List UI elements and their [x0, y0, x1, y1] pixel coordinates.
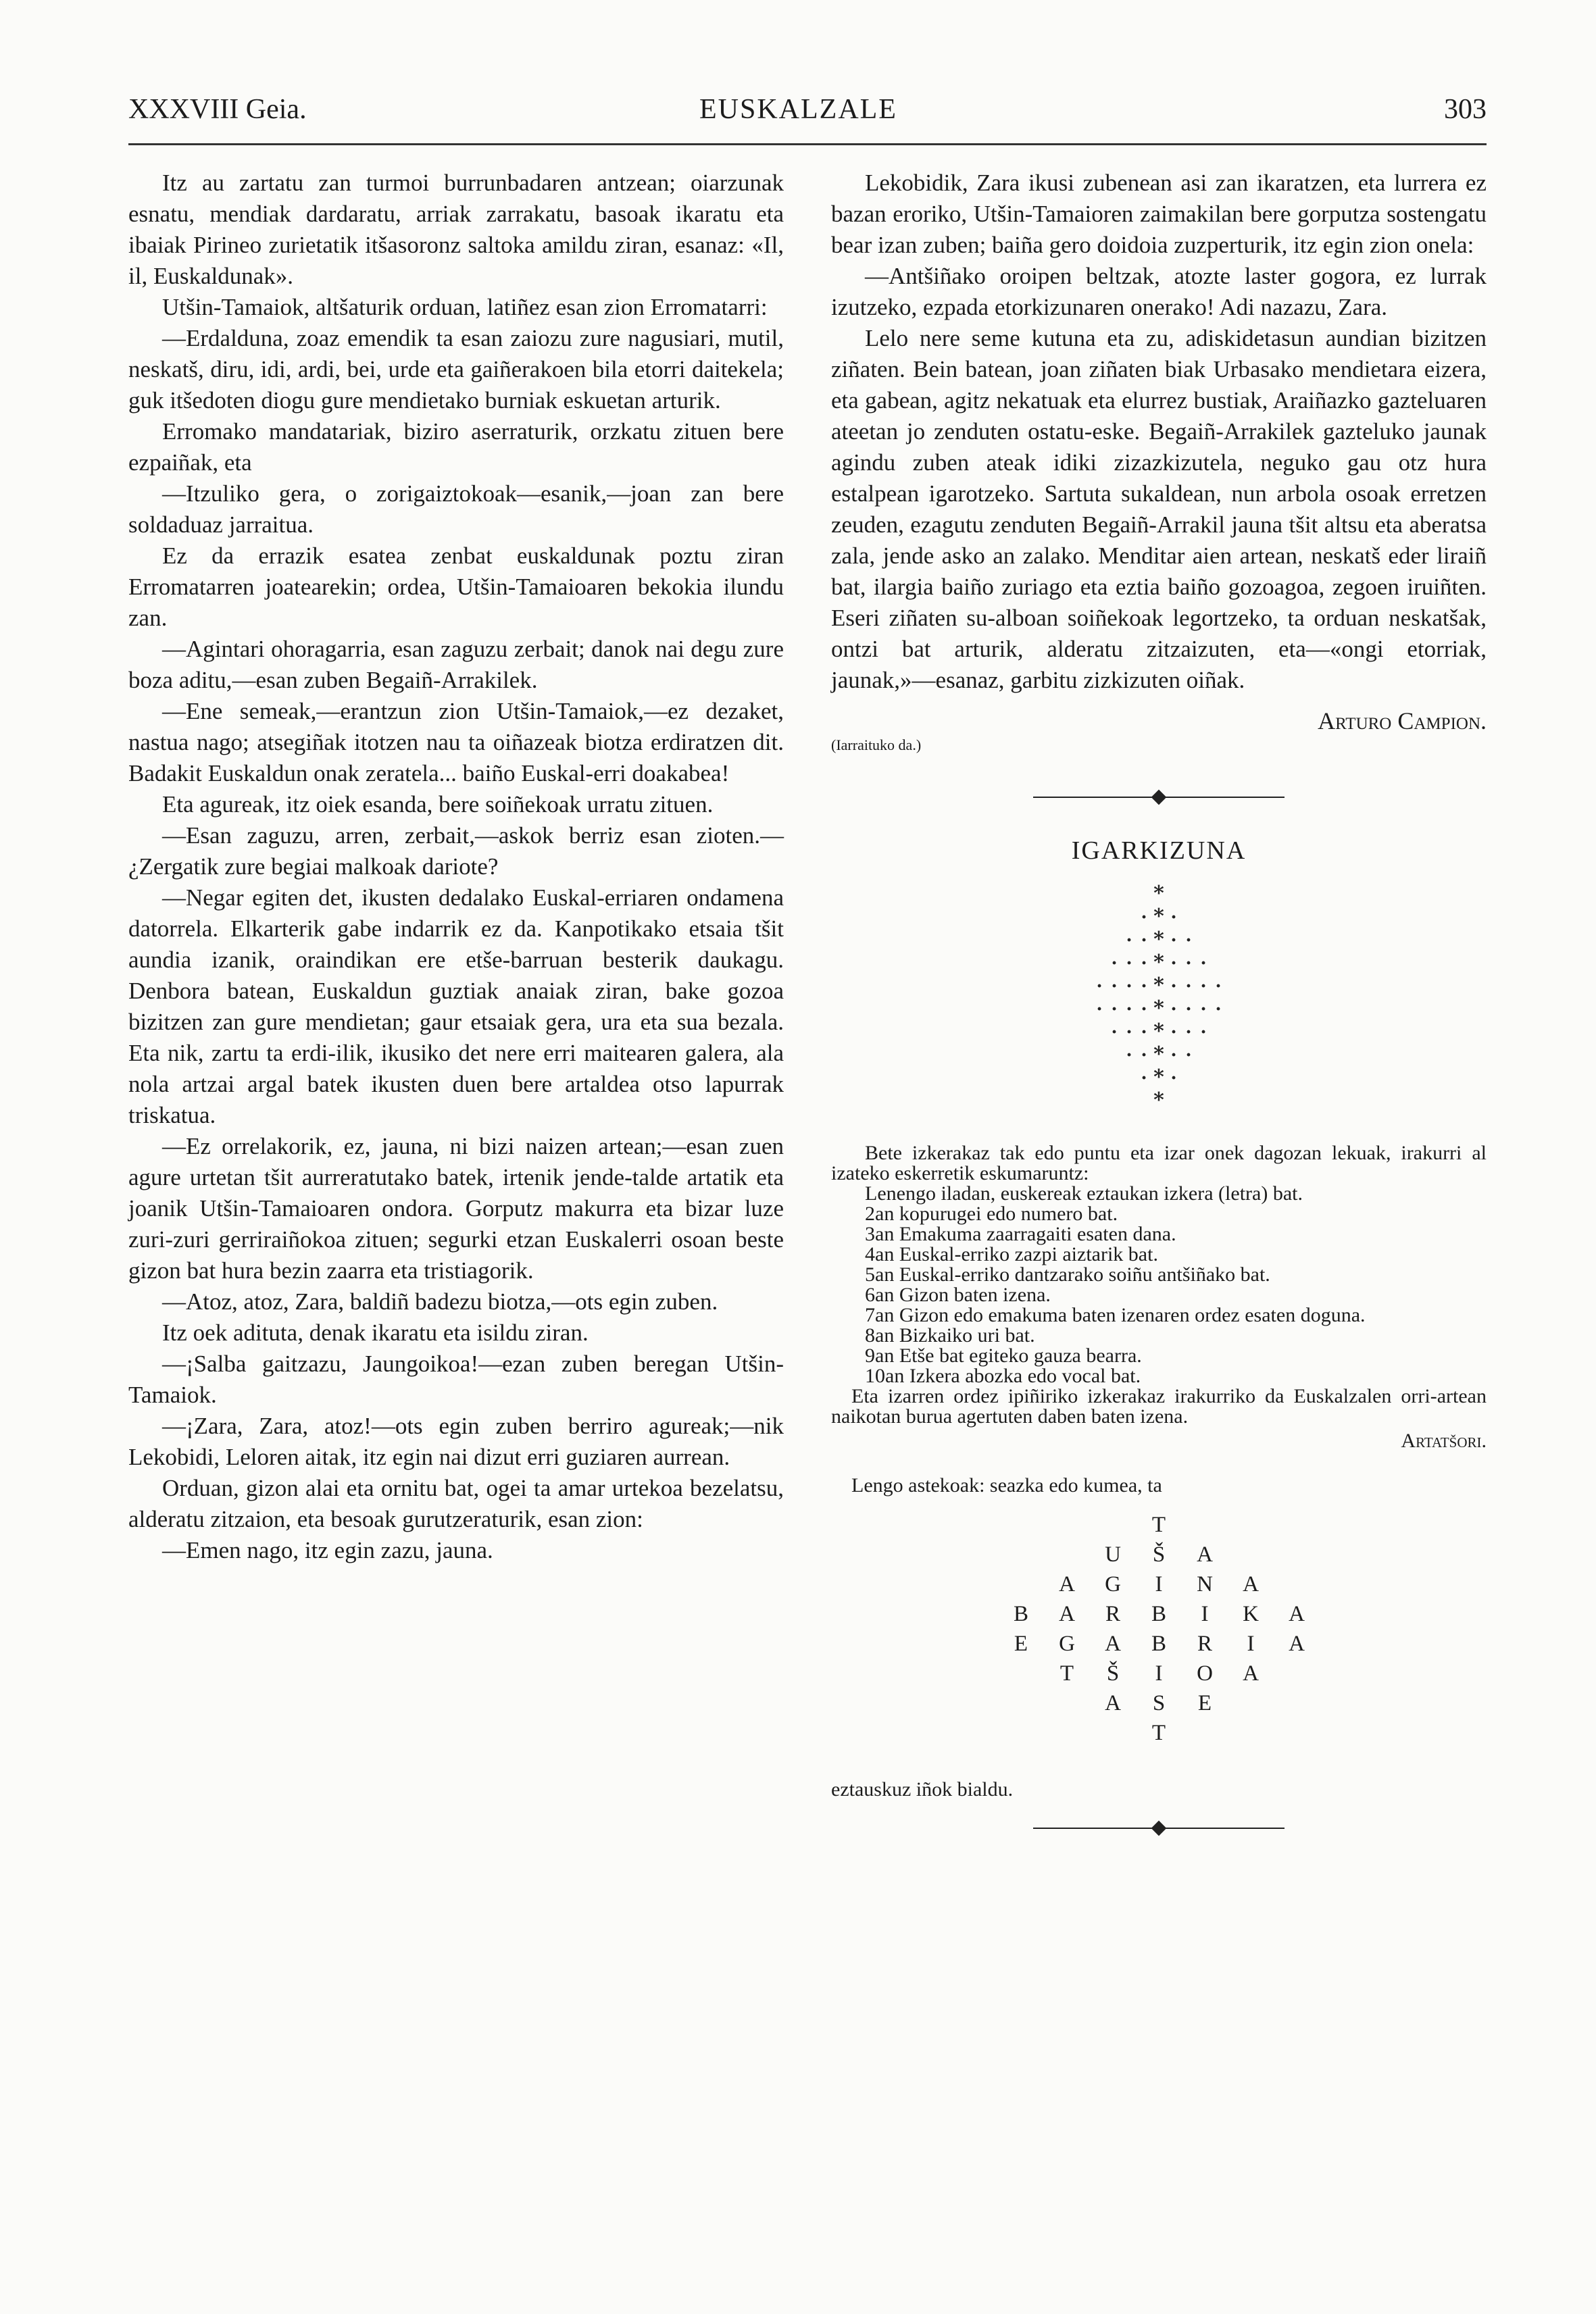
star-mark: *	[1153, 882, 1164, 905]
page-header	[128, 93, 1487, 141]
answer-letter: B	[1151, 1602, 1166, 1626]
dot-mark: ·	[1111, 953, 1118, 974]
answer-letter: R	[1105, 1602, 1120, 1626]
left-column	[128, 168, 784, 1566]
dot-mark: ·	[1170, 1068, 1177, 1088]
paragraph: Utšin-Tamaiok, altšaturik orduan, latiñez esan zion Erromatarri:	[162, 294, 768, 320]
answer-letter: I	[1201, 1602, 1209, 1626]
answer-letter: E	[1014, 1632, 1028, 1656]
dot-mark: ·	[1096, 976, 1103, 997]
star-mark: *	[1153, 905, 1164, 928]
answer-letter: T	[1151, 1721, 1166, 1745]
star-mark: *	[1153, 951, 1164, 974]
paragraph: Ez da errazik esatea zenbat euskaldunak poztu ziran Erromatarren joatearekin; ordea, Utšin-Tamaioaren bekokia ilundu zan.	[128, 543, 784, 631]
puzzle-diamond-figure	[831, 880, 1487, 1143]
paragraph: —Esan zaguzu, arren, zerbait,—askok berriz esan zioten.—¿Zergatik zure begiai malkoak dariote?	[128, 822, 784, 880]
puzzle-clue: Lenengo iladan, euskereak eztaukan izkera (letra) bat.	[865, 1182, 1303, 1205]
paragraph: —Ez orrelakorik, ez, jauna, ni bizi naizen artean;—esan zuen agure urtetan tšit aurreratutako batek, irtenik jende-talde artatik eta joanik Utšin-Tamaioaren ondora. Gorputz makurra eta bizar luze zuri-zuri gerriraiñokoa zituen; segurki etzan Euskalerri osoan beste gizon bat hura bezin zaarra eta tristiagorik.	[128, 1133, 784, 1284]
star-mark: *	[1153, 1020, 1164, 1043]
dot-mark: ·	[1111, 976, 1118, 997]
dot-mark: ·	[1126, 953, 1132, 974]
paragraph: Eta agureak, itz oiek esanda, bere soiñekoak urratu zituen.	[162, 791, 714, 818]
dot-mark: ·	[1170, 930, 1177, 951]
dot-mark: ·	[1200, 1022, 1207, 1042]
publication-title: EUSKALZALE	[699, 94, 897, 125]
answer-letter: A	[1243, 1572, 1259, 1596]
paragraph: —Negar egiten det, ikusten dedalako Euskal-erriaren ondamena datorrela. Elkarterik gabe indarrik ez da. Kanpotikako etsaia tšit aundia izanik, oraindikan ere etše-barruan besterik daukagu. Denbora batean, Euskaldun guztiak anaiak ziran, bake gozoa bizitzen zan gure mendietan; gaur etsaiak gera, ura eta sua bezala. Eta nik, zartu ta erdi-ilik, ikusiko det nere erri maitearen galera, ala nola artzai argal batek ikusten duen bere artaldea otso lapurrak triskatua.	[128, 884, 784, 1128]
answer-letter: G	[1105, 1572, 1121, 1596]
answer-letter: A	[1197, 1542, 1213, 1567]
star-mark: *	[1153, 974, 1164, 997]
dot-mark: ·	[1200, 999, 1207, 1020]
puzzle-clue: 8an Bizkaiko uri bat.	[865, 1324, 1035, 1347]
paragraph: —¡Zara, Zara, atoz!—ots egin zuben berriro agureak;—nik Lekobidi, Leloren aitak, itz egin nai dizut erri guziaren aurrean.	[128, 1413, 784, 1470]
puzzle-clue: 5an Euskal-erriko dantzarako soiñu antšiñako bat.	[865, 1263, 1270, 1286]
puzzle-clue: 2an kopurugei edo numero bat.	[865, 1203, 1118, 1225]
puzzle-clue: 3an Emakuma zaarragaiti esaten dana.	[865, 1223, 1176, 1245]
dot-mark: ·	[1185, 953, 1192, 974]
dot-mark: ·	[1185, 930, 1192, 951]
puzzle-instructions: Bete izkerakaz tak edo puntu eta izar onek dagozan lekuak, irakurri al izateko eskerretik eskumaruntz:	[831, 1142, 1487, 1184]
dot-mark: ·	[1185, 999, 1192, 1020]
dot-mark: ·	[1141, 976, 1147, 997]
answer-letter: A	[1105, 1691, 1121, 1715]
answers-intro: Lengo astekoak: seazka edo kumea, ta	[851, 1474, 1162, 1496]
answer-letter: T	[1151, 1513, 1166, 1537]
puzzle-clue: 9an Etše bat egiteko gauza bearra.	[865, 1344, 1142, 1367]
dot-mark: ·	[1170, 999, 1177, 1020]
dot-mark: ·	[1126, 999, 1132, 1020]
continued-note: (Iarraituko da.)	[831, 736, 922, 753]
dot-mark: ·	[1096, 999, 1103, 1020]
puzzle-clue: 10an Izkera abozka edo vocal bat.	[865, 1365, 1141, 1387]
paragraph: Orduan, gizon alai eta ornitu bat, ogei ta amar urtekoa bezelatsu, alderatu zitzaion, eta besoak gurutzeraturik, esan zion:	[128, 1475, 784, 1532]
answer-letter: A	[1289, 1602, 1305, 1626]
answer-grid	[831, 1509, 1487, 1780]
answer-letter: T	[1059, 1661, 1074, 1686]
paragraph: —Erdalduna, zoaz emendik ta esan zaiozu zure nagusiari, mutil, neskatš, diru, idi, ardi, bei, urde eta gaiñerakoen bila etorri daitekela; guk itšedoten diogu gure mendietako burniak eskuetan arturik.	[128, 325, 784, 413]
dot-mark: ·	[1141, 953, 1147, 974]
dot-mark: ·	[1141, 1045, 1147, 1065]
star-mark: *	[1153, 928, 1164, 951]
paragraph: —Itzuliko gera, o zorigaiztokoak—esanik,—joan zan bere soldaduaz jarraitua.	[128, 480, 784, 538]
puzzle-title: IGARKIZUNA	[1071, 836, 1247, 865]
answer-letter: I	[1155, 1572, 1163, 1596]
dot-mark: ·	[1170, 976, 1177, 997]
answer-letter: K	[1243, 1602, 1259, 1626]
puzzle-author: Artatšori.	[1401, 1430, 1487, 1452]
dot-mark: ·	[1141, 930, 1147, 951]
puzzle-footer: Eta izarren ordez ipiñiriko izkerakaz irakurriko da Euskalzalen orri-artean naikotan burua agertuten daben baten izena.	[831, 1385, 1487, 1428]
answer-letter: N	[1197, 1572, 1213, 1596]
answer-letter: E	[1197, 1691, 1212, 1715]
paragraph: Lelo nere seme kutuna eta zu, adiskidetasun aundian bizitzen ziñaten. Bein batean, joan ziñaten biak Urbasako mendietara eizera, eta gabean, agitz nekatuak eta elurrez bustiak, Araiñazko gazteluaren ateetan jo zenduten ostatu-eske. Begaiñ-Arrakilek gazteluko jaunak agindu zuben ateak idiki zizazkizutela, neguko gau otz hura estalpean igarotzeko. Sartuta sukaldean, nun arbola osoak erretzen zeuden, ezagutu zenduten Begaiñ-Arrakil jauna tšit altsu eta aberatsa zala, jende asko an zalako. Menditar aien artean, neskatš eder liraiñ bat, ilargia baiño zuriago eta eztia baiño gozoagoa, zegoen iruiñten. Eseri ziñaten su-alboan soiñekoak legortzeko, ta orduan neskatšak, ontzi bat arturik, alderatu zitzaizuten, eta—«ongi etorriak, jaunak,»—esanaz, garbitu zizkizuten oiñak.	[831, 325, 1487, 693]
paragraph: Erromako mandatariak, biziro aserraturik, orzkatu zituen bere ezpaiñak, eta	[128, 418, 784, 476]
puzzle-clue: 4an Euskal-erriko zazpi aiztarik bat.	[865, 1243, 1158, 1265]
dot-mark: ·	[1141, 1022, 1147, 1042]
paragraph: Itz oek adituta, denak ikaratu eta isildu ziran.	[162, 1319, 589, 1346]
answer-letter: I	[1247, 1632, 1255, 1656]
puzzle-text	[831, 1143, 1487, 1496]
answer-letter: Š	[1106, 1661, 1120, 1686]
dot-mark: ·	[1111, 1022, 1118, 1042]
answer-letter: A	[1059, 1572, 1075, 1596]
answer-letter: I	[1155, 1661, 1163, 1686]
dot-mark: ·	[1141, 907, 1147, 928]
paragraph: Lekobidik, Zara ikusi zubenean asi zan ikaratzen, eta lurrera ez bazan eroriko, Utšin-Tamaioren zaimakilan bere gorputza sostengatu bear izan zuben; baiña gero doidoia zuzperturik, itz egin zion onela:	[831, 170, 1487, 258]
answer-letter: R	[1197, 1632, 1212, 1656]
dot-mark: ·	[1141, 999, 1147, 1020]
dot-mark: ·	[1215, 999, 1222, 1020]
answers-outro: eztauskuz iñok bialdu.	[831, 1778, 1014, 1801]
header-rule	[128, 143, 1487, 145]
dot-mark: ·	[1215, 976, 1222, 997]
right-column	[831, 168, 1487, 1866]
answer-letter: A	[1105, 1632, 1121, 1656]
answer-letter: A	[1059, 1602, 1075, 1626]
page-number: 303	[1444, 94, 1487, 125]
dot-mark: ·	[1200, 976, 1207, 997]
dot-mark: ·	[1126, 1045, 1132, 1065]
star-mark: *	[1153, 1065, 1164, 1089]
dot-mark: ·	[1200, 953, 1207, 974]
dot-mark: ·	[1170, 953, 1177, 974]
answer-letter: B	[1151, 1632, 1166, 1656]
paragraph: —Emen nago, itz egin zazu, jauna.	[162, 1537, 493, 1563]
dot-mark: ·	[1170, 907, 1177, 928]
answer-letter: O	[1197, 1661, 1213, 1686]
paragraph: —Agintari ohoragarria, esan zaguzu zerbait; danok nai degu zure boza aditu,—esan zuben Begaiñ-Arrakilek.	[128, 636, 784, 693]
paragraph: —¡Salba gaitzazu, Jaungoikoa!—ezan zuben beregan Utšin-Tamaiok.	[128, 1351, 784, 1408]
dot-mark: ·	[1126, 976, 1132, 997]
section-divider-bottom	[831, 1823, 1487, 1834]
star-mark: *	[1153, 1088, 1164, 1112]
star-mark: *	[1153, 997, 1164, 1020]
dot-mark: ·	[1126, 930, 1132, 951]
star-mark: *	[1153, 1042, 1164, 1066]
answer-letter: S	[1152, 1691, 1166, 1715]
paragraph: —Antšiñako oroipen beltzak, atozte laster gogora, ez lurrak izutzeko, ezpada etorkizunaren onerako! Adi nazazu, Zara.	[831, 263, 1487, 320]
issue-number: XXXVIII Geia.	[128, 94, 307, 125]
dot-mark: ·	[1111, 999, 1118, 1020]
puzzle-clue: 6an Gizon baten izena.	[865, 1284, 1051, 1306]
dot-mark: ·	[1141, 1068, 1147, 1088]
paragraph: —Atoz, atoz, Zara, baldiñ badezu biotza,—ots egin zuben.	[162, 1288, 718, 1315]
answer-letter: A	[1289, 1632, 1305, 1656]
answer-letter: G	[1059, 1632, 1075, 1656]
dot-mark: ·	[1170, 1045, 1177, 1065]
dot-mark: ·	[1170, 1022, 1177, 1042]
dot-mark: ·	[1185, 976, 1192, 997]
author-signature: Arturo Campion.	[1318, 707, 1487, 734]
paragraph: Itz au zartatu zan turmoi burrunbadaren antzean; oiarzunak esnatu, mendiak dardaratu, arriak zarrakatu, basoak ikaratu eta ibaiak Pirineo zurietatik itšasoronz saltoka amildu ziran, esanaz: «Il, il, Euskaldunak».	[128, 170, 784, 289]
puzzle-clue: 7an Gizon edo emakuma baten izenaren ordez esaten doguna.	[865, 1304, 1366, 1326]
paragraph: —Ene semeak,—erantzun zion Utšin-Tamaiok,—ez dezaket, nastua nago; atsegiñak itotzen nau ta oiñazeak biotza erdiratzen dit. Badakit Euskaldun onak zeratela... baiño Euskal-erri doakabea!	[128, 698, 784, 786]
section-divider	[831, 792, 1487, 803]
answer-letter: U	[1105, 1542, 1121, 1567]
answer-letter: Š	[1152, 1542, 1166, 1567]
answer-letter: A	[1243, 1661, 1259, 1686]
dot-mark: ·	[1126, 1022, 1132, 1042]
dots-and-stars-diagram	[831, 880, 1487, 1143]
answer-letter: B	[1013, 1602, 1028, 1626]
dot-mark: ·	[1185, 1045, 1192, 1065]
dot-mark: ·	[1185, 1022, 1192, 1042]
